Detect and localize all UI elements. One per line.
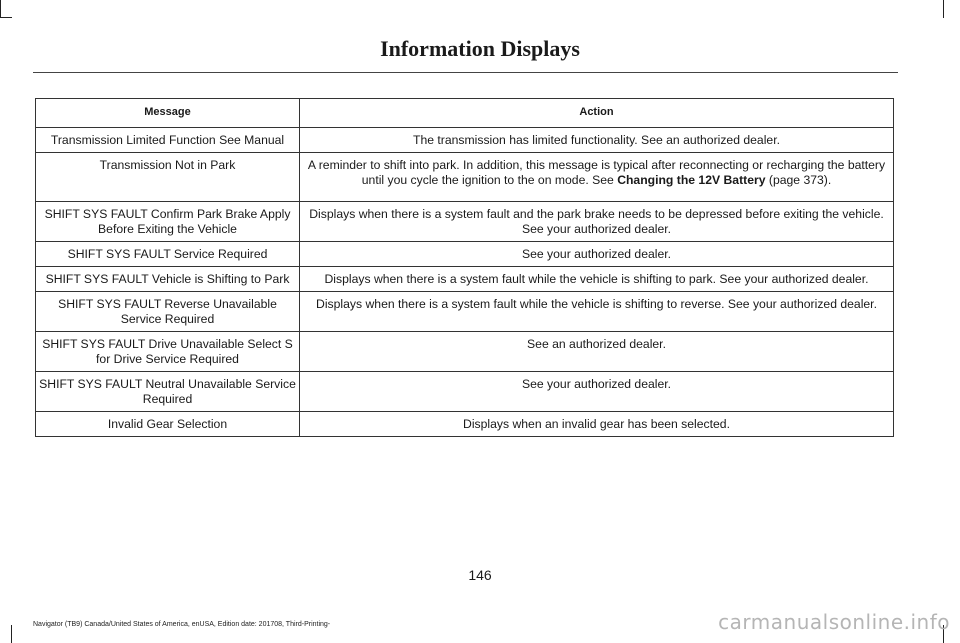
- table-row: [36, 332, 894, 372]
- message-cell: SHIFT SYS FAULT Neutral Unavailable Service Required: [36, 372, 300, 412]
- message-cell: SHIFT SYS FAULT Service Required: [36, 242, 300, 267]
- crop-mark: [943, 0, 944, 18]
- message-cell: Transmission Limited Function See Manual: [36, 128, 300, 153]
- table-row: [36, 267, 894, 292]
- action-cell: The transmission has limited functionality. See an authorized dealer.: [300, 128, 894, 153]
- crop-mark: [11, 625, 12, 643]
- action-text: A reminder to shift into park. In addition, this message is typical after reconnecting or recharging the battery until you cycle the ignition to the on mode. See: [307, 158, 886, 187]
- message-cell: Invalid Gear Selection: [36, 412, 300, 437]
- table-row: [36, 412, 894, 437]
- page-title: Information Displays: [380, 36, 580, 61]
- message-table: [35, 98, 894, 437]
- edition-footer: Navigator (TB9) Canada/United States of America, enUSA, Edition date: 201708, Third-Printing-: [33, 621, 331, 628]
- table-row: [36, 128, 894, 153]
- action-cell: Displays when there is a system fault while the vehicle is shifting to reverse. See your authorized dealer.: [300, 292, 894, 332]
- action-cell: Displays when an invalid gear has been selected.: [300, 412, 894, 437]
- action-cell: [300, 153, 894, 202]
- table-row: [36, 372, 894, 412]
- page-number: 146: [468, 567, 492, 583]
- message-cell: SHIFT SYS FAULT Vehicle is Shifting to Park: [36, 267, 300, 292]
- watermark: carmanualsonline.info: [718, 610, 950, 634]
- message-cell: SHIFT SYS FAULT Reverse Unavailable Service Required: [36, 292, 300, 332]
- table-row: [36, 292, 894, 332]
- action-cell: See your authorized dealer.: [300, 372, 894, 412]
- table-header-row: [36, 99, 894, 128]
- action-cell: See an authorized dealer.: [300, 332, 894, 372]
- cross-reference-link[interactable]: Changing the 12V Battery: [617, 173, 766, 187]
- crop-mark: [0, 0, 1, 18]
- table-row: [36, 242, 894, 267]
- table-row: [36, 153, 894, 202]
- message-cell: SHIFT SYS FAULT Drive Unavailable Select S for Drive Service Required: [36, 332, 300, 372]
- message-cell: Transmission Not in Park: [36, 153, 300, 202]
- action-cell: Displays when there is a system fault and the park brake needs to be depressed before exiting the vehicle. See your authorized dealer.: [300, 202, 894, 242]
- table-row: [36, 202, 894, 242]
- column-header-message: Message: [36, 99, 300, 128]
- message-cell: SHIFT SYS FAULT Confirm Park Brake Apply Before Exiting the Vehicle: [36, 202, 300, 242]
- action-text: (page 373).: [765, 173, 832, 187]
- column-header-action: Action: [300, 99, 894, 128]
- action-cell: See your authorized dealer.: [300, 242, 894, 267]
- crop-mark: [0, 17, 12, 18]
- action-cell: Displays when there is a system fault while the vehicle is shifting to park. See your authorized dealer.: [300, 267, 894, 292]
- title-divider: [33, 72, 898, 73]
